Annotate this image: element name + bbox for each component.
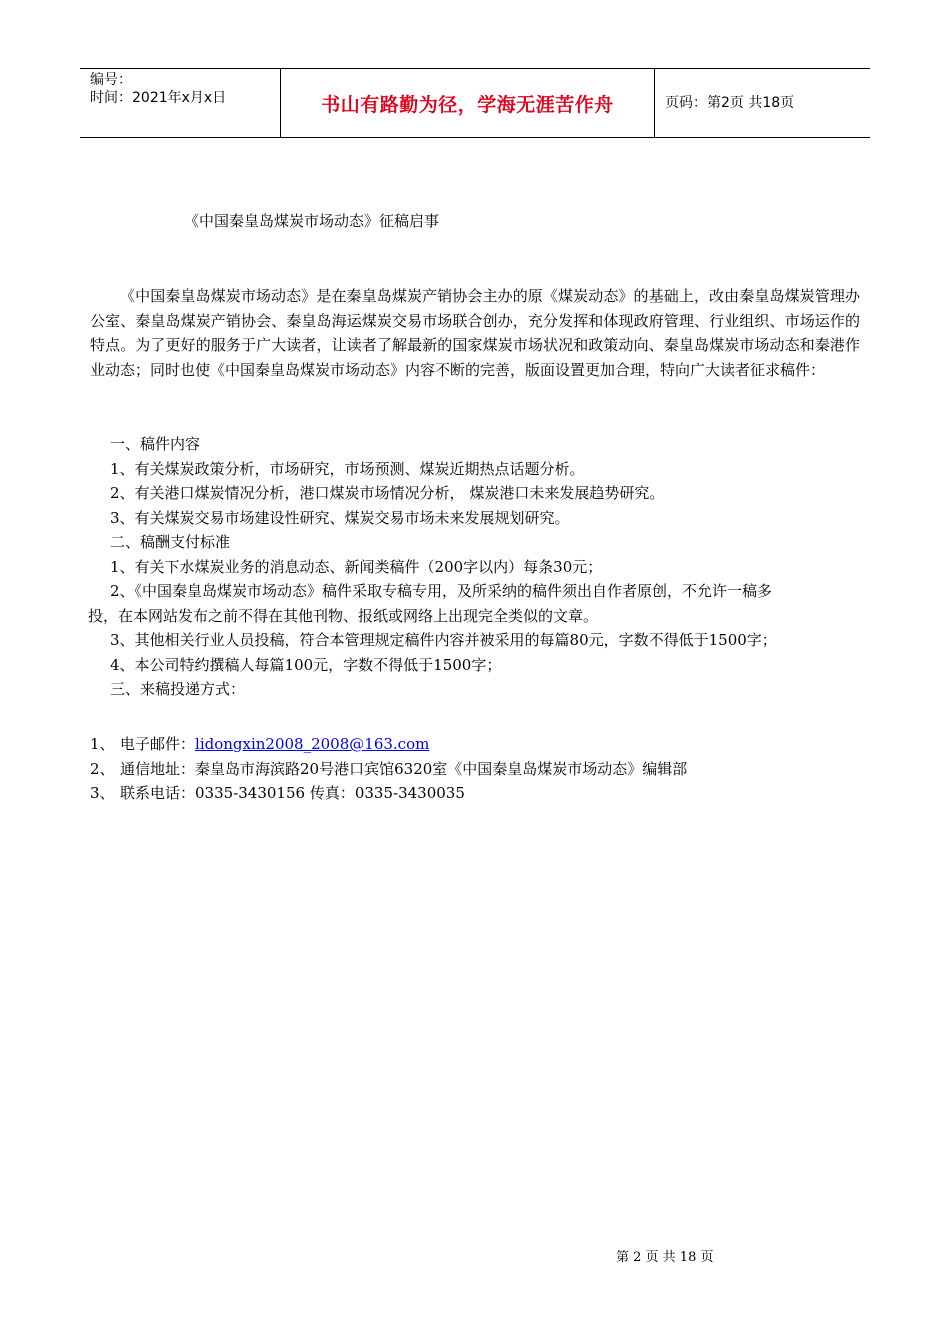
header-left-cell — [80, 69, 281, 137]
contact-number: 1、 — [90, 735, 115, 753]
contact-block — [90, 732, 687, 806]
email-link[interactable]: lidongxin2008_2008@163.com — [195, 735, 430, 753]
section-1-title: 一、稿件内容 — [110, 435, 201, 453]
list-item: 1、有关煤炭政策分析，市场研究，市场预测、煤炭近期热点话题分析。 — [110, 459, 585, 478]
list-item: 3、有关煤炭交易市场建设性研究、煤炭交易市场未来发展规划研究。 — [110, 508, 570, 527]
list-item: 1、有关下水煤炭业务的消息动态、新闻类稿件（200字以内）每条30元； — [110, 557, 603, 576]
contact-number: 3、 — [90, 784, 115, 802]
contact-label: 通信地址： — [120, 759, 196, 778]
contact-value: 秦皇岛市海滨路20号港口宾馆6320室《中国秦皇岛煤炭市场动态》编辑部 — [195, 759, 688, 778]
list-item: 2、有关港口煤炭情况分析，港口煤炭市场情况分析， 煤炭港口未来发展趋势研究。 — [110, 484, 665, 502]
contact-value: 0335-3430156 传真：0335-3430035 — [195, 784, 465, 802]
contact-number: 2、 — [90, 759, 115, 778]
page-header — [80, 68, 870, 138]
sections-block — [88, 432, 862, 702]
section-3-title: 三、来稿投递方式： — [110, 680, 246, 698]
header-page-cell — [655, 69, 870, 137]
contact-label: 电子邮件： — [120, 735, 196, 753]
intro-paragraph: 《中国秦皇岛煤炭市场动态》是在秦皇岛煤炭产销协会主办的原《煤炭动态》的基础上，改由秦皇岛煤炭管理办公室、秦皇岛煤炭产销协会、秦皇岛海运煤炭交易市场联合创办，充分发挥和体现政府管理、行业组织、市场运作的特点。为了更好的服务于广大读者，让读者了解最新的国家煤炭市场状况和政策动向、秦皇岛煤炭市场动态和秦港作业动态；同时也使《中国秦皇岛煤炭市场动态》内容不断的完善，版面设置更加合理，特向广大读者征求稿件： — [90, 287, 860, 379]
page-label: 页码：第2页 共18页 — [665, 95, 795, 111]
contact-label: 联系电话： — [120, 784, 196, 802]
document-title: 《中国秦皇岛煤炭市场动态》征稿启事 — [184, 212, 440, 230]
time-label: 时间：2021年x月x日 — [90, 90, 227, 106]
motto: 书山有路勤为径，学海无涯苦作舟 — [321, 93, 614, 116]
list-item: 4、本公司特约撰稿人每篇100元，字数不得低于1500字； — [110, 655, 502, 674]
header-motto-cell — [281, 69, 655, 137]
contact-phone — [90, 781, 687, 806]
list-item: 3、其他相关行业人员投稿，符合本管理规定稿件内容并被采用的每篇80元，字数不得低于1500字； — [110, 631, 777, 649]
contact-email — [90, 732, 687, 757]
list-item-continuation: 投，在本网站发布之前不得在其他刊物、报纸或网络上出现完全类似的文章。 — [88, 606, 599, 625]
number-label: 编号： — [90, 72, 132, 88]
page-footer: 第 2 页 共 18 页 — [616, 1250, 714, 1265]
intro-block — [90, 284, 860, 382]
list-item: 2、《中国秦皇岛煤炭市场动态》稿件采取专稿专用，及所采纳的稿件须出自作者原创，不允许一稿多 — [110, 582, 773, 600]
contact-address — [90, 757, 687, 782]
section-2-title: 二、稿酬支付标准 — [110, 533, 231, 551]
